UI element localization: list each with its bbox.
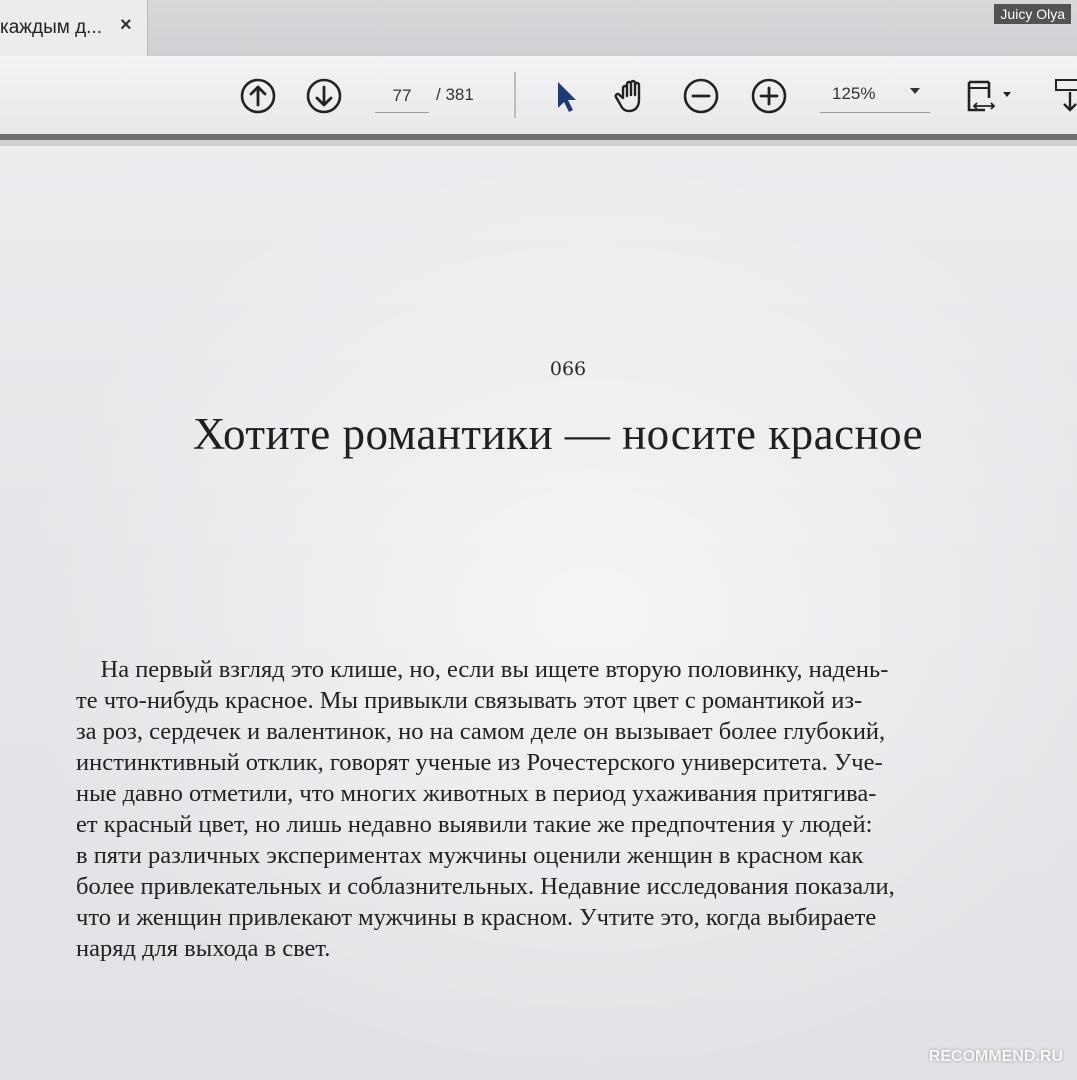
tab-close-button[interactable]: × xyxy=(120,14,132,36)
photo-watermark: Juicy Olya xyxy=(994,4,1071,24)
document-page xyxy=(0,146,1077,1080)
page-number-input[interactable] xyxy=(375,80,429,113)
select-tool-button[interactable] xyxy=(546,76,586,116)
hand-tool-button[interactable] xyxy=(612,76,652,116)
site-watermark: RECOMMEND.RU xyxy=(928,1048,1063,1065)
document-tab[interactable] xyxy=(0,0,148,56)
pdf-toolbar xyxy=(0,56,1077,140)
tab-strip xyxy=(0,0,1077,62)
zoom-in-button[interactable] xyxy=(749,76,789,116)
text-line: инстинктивный отклик, говорят ученые из Рочестерского университета. Уче- xyxy=(76,749,883,776)
chevron-down-icon xyxy=(910,88,920,94)
hand-icon xyxy=(612,76,652,116)
text-line: наряд для выхода в свет. xyxy=(76,935,331,962)
text-line: что и женщин привлекают мужчины в красном. Учтите это, когда выбираете xyxy=(76,904,877,931)
next-page-button[interactable] xyxy=(304,76,344,116)
tab-title: каждым д... xyxy=(0,17,103,38)
fit-page-button[interactable] xyxy=(963,76,1023,116)
plus-circle-icon xyxy=(749,76,789,116)
page-total: / 381 xyxy=(436,85,474,104)
body-paragraph xyxy=(76,654,1056,964)
text-line: ные давно отметили, что многих животных в период ухаживания притягива- xyxy=(76,780,877,807)
text-line: в пяти различных экспериментах мужчины оценили женщин в красном как xyxy=(76,842,864,869)
text-line: за роз, сердечек и валентинок, но на самом деле он вызывает более глубокий, xyxy=(76,718,886,745)
toolbar-divider xyxy=(514,72,516,118)
text-line: более привлекательных и соблазнительных. Недавние исследования показали, xyxy=(76,873,895,900)
minus-circle-icon xyxy=(681,76,721,116)
chapter-number: 066 xyxy=(549,358,587,380)
scroll-mode-icon xyxy=(1050,76,1077,116)
text-line: На первый взгляд это клише, но, если вы ищете вторую половинку, надень- xyxy=(76,656,889,683)
text-line: ет красный цвет, но лишь недавно выявили такие же предпочтения у людей: xyxy=(76,811,873,838)
zoom-value: 125% xyxy=(832,84,876,103)
fit-width-icon xyxy=(963,76,1023,116)
chapter-title: Хотите романтики — носите красное xyxy=(192,409,924,459)
previous-page-button[interactable] xyxy=(238,76,278,116)
arrow-up-circle-icon xyxy=(238,76,278,116)
zoom-select[interactable] xyxy=(820,78,930,113)
arrow-down-circle-icon xyxy=(304,76,344,116)
pointer-arrow-icon xyxy=(546,76,586,116)
text-line: те что-нибудь красное. Мы привыкли связывать этот цвет с романтикой из- xyxy=(76,687,863,714)
scroll-mode-button[interactable] xyxy=(1050,76,1077,116)
zoom-out-button[interactable] xyxy=(681,76,721,116)
